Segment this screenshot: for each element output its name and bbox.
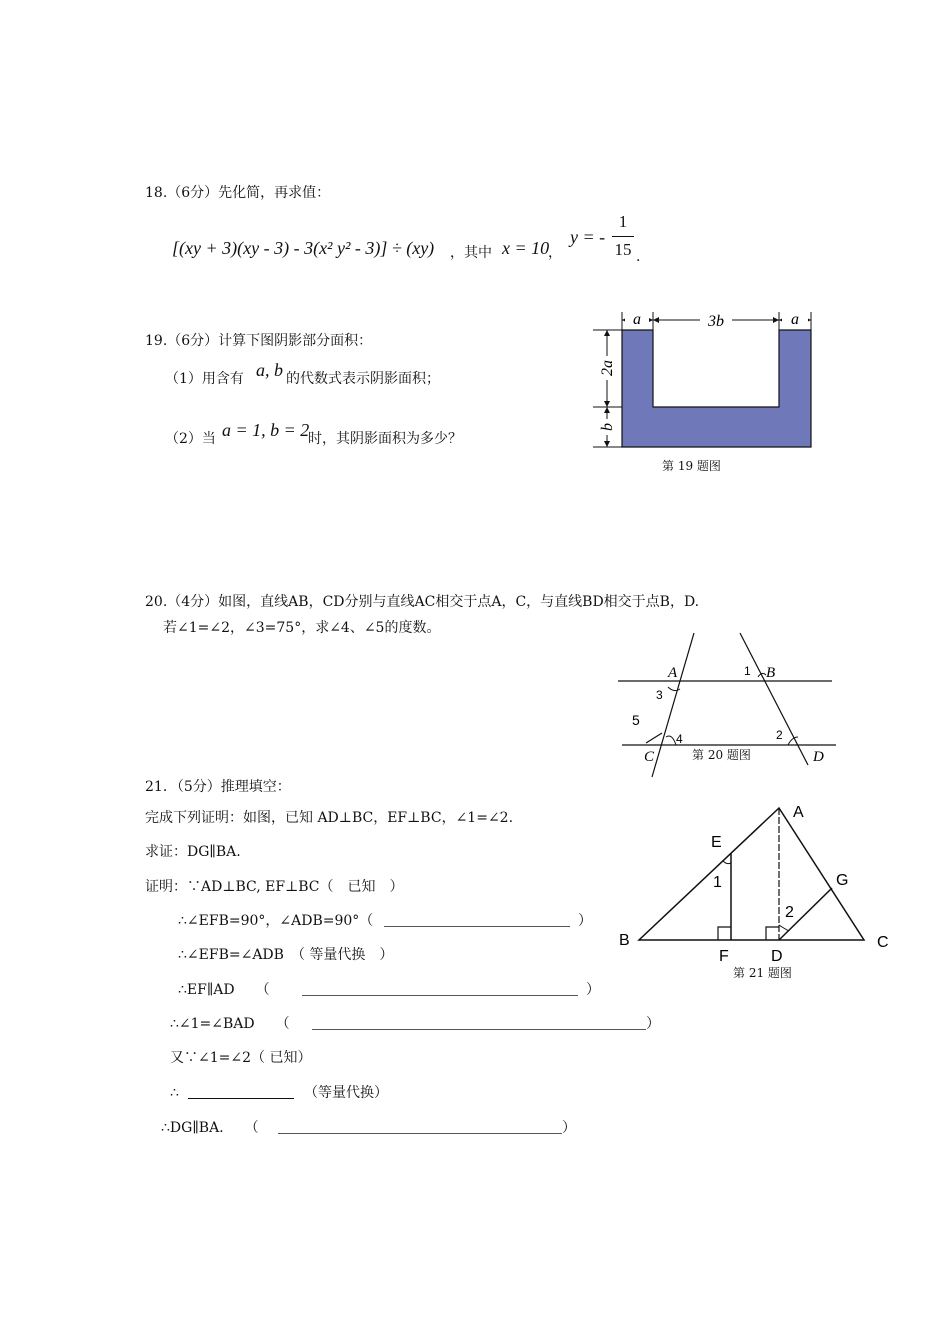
q21-label-2: 2 (785, 904, 794, 921)
q18-fraction-den: 15 (614, 240, 632, 259)
q18-comma: ， (548, 245, 562, 261)
q19-part2-prefix: （2）当 (165, 431, 216, 447)
q21-step8: ∴DG∥BA. （ (161, 1120, 259, 1136)
q21-step7-reason: （等量代换） (304, 1085, 388, 1101)
q21-header: 21．（5分）推理填空： (145, 779, 291, 795)
q21-label-F: F (719, 948, 729, 965)
q19-label-top-mid: 3b (708, 313, 724, 330)
q18-period: . (636, 249, 641, 265)
q21-step3: ∴∠EFB=∠ADB （ 等量代换 ） (178, 947, 394, 963)
q19-label-top-left: a (633, 311, 641, 328)
q21-step2: ∴∠EFB=90°，∠ADB=90°（ (178, 913, 374, 929)
q19-figure (585, 300, 825, 460)
q21-caption: 第 21 题图 (733, 966, 792, 980)
q19-label-left-upper: 2a (599, 360, 616, 376)
q21-label-C: C (877, 934, 889, 951)
q19-part2-values: a = 1, b = 2 (222, 420, 310, 440)
q18-header: 18.（6分）先化简，再求值： (145, 185, 331, 201)
q20-label-B: B (766, 665, 776, 681)
q19-part1-vars: a, b (256, 360, 283, 380)
q20-label-A: A (668, 665, 678, 681)
q21-label-A: A (793, 804, 804, 821)
q20-label-D: D (813, 749, 824, 765)
q20-label-4: 4 (676, 732, 683, 746)
q20-label-5: 5 (632, 712, 640, 728)
q19-part1-suffix: 的代数式表示阴影面积； (286, 371, 440, 387)
q21-step7-blank[interactable] (188, 1084, 294, 1099)
q21-label-G: G (836, 872, 849, 889)
q20-line2: 若∠1=∠2，∠3=75°，求∠4、∠5的度数。 (163, 620, 441, 636)
q20-label-2: 2 (776, 728, 783, 742)
q21-step5: ∴∠1=∠BAD （ (170, 1016, 290, 1032)
q19-part1-prefix: （1）用含有 (165, 371, 244, 387)
q21-step2-blank[interactable] (384, 912, 570, 927)
q19-label-top-right: a (791, 311, 799, 328)
q21-step8-close: ） (562, 1120, 576, 1136)
q20-label-1: 1 (744, 664, 751, 678)
q18-fraction-bar (612, 236, 634, 237)
q21-step8-blank[interactable] (278, 1119, 562, 1134)
q21-step6: 又∵∠1=∠2（ 已知） (170, 1050, 312, 1066)
q21-step5-close: ） (646, 1016, 660, 1032)
q21-label-1: 1 (713, 874, 722, 891)
q20-label-C: C (644, 749, 655, 765)
q18-y-lhs: y = - (570, 227, 606, 247)
q19-shaded-region (622, 330, 811, 447)
q18-fraction-num: 1 (618, 212, 628, 231)
q19-part2-suffix: 时，其阴影面积为多少？ (308, 431, 462, 447)
q21-step2-close: ） (578, 913, 592, 929)
q21-step1: 证明：∵AD⊥BC, EF⊥BC（ 已知 ） (145, 879, 404, 895)
q21-prove: 求证：DG∥BA. (145, 844, 241, 860)
q18-where: ，其中 (450, 245, 492, 261)
q19-label-left-lower: b (599, 423, 616, 431)
q21-figure (615, 795, 905, 980)
q21-label-E: E (711, 834, 722, 851)
q21-label-B: B (619, 932, 630, 949)
q21-step5-blank[interactable] (312, 1015, 646, 1030)
q21-step4-close: ） (586, 982, 600, 998)
q21-intro: 完成下列证明：如图，已知 AD⊥BC，EF⊥BC，∠1=∠2. (145, 810, 514, 826)
q21-step4: ∴EF∥AD （ (178, 982, 270, 998)
q21-step7: ∴ (170, 1085, 179, 1101)
q20-label-3: 3 (656, 688, 663, 702)
q19-caption: 第 19 题图 (662, 459, 721, 473)
q20-caption: 第 20 题图 (692, 748, 751, 762)
q18-x-value: x = 10 (502, 238, 550, 258)
q21-step4-blank[interactable] (302, 981, 578, 996)
q19-header: 19.（6分）计算下图阴影部分面积： (145, 333, 373, 349)
q20-line1: 20.（4分）如图，直线AB，CD分别与直线AC相交于点A，C，与直线BD相交于点B，D. (145, 594, 700, 610)
q18-expression: [(xy + 3)(xy - 3) - 3(x² y² - 3)] ÷ (xy) (172, 238, 435, 258)
q21-label-D: D (771, 948, 783, 965)
